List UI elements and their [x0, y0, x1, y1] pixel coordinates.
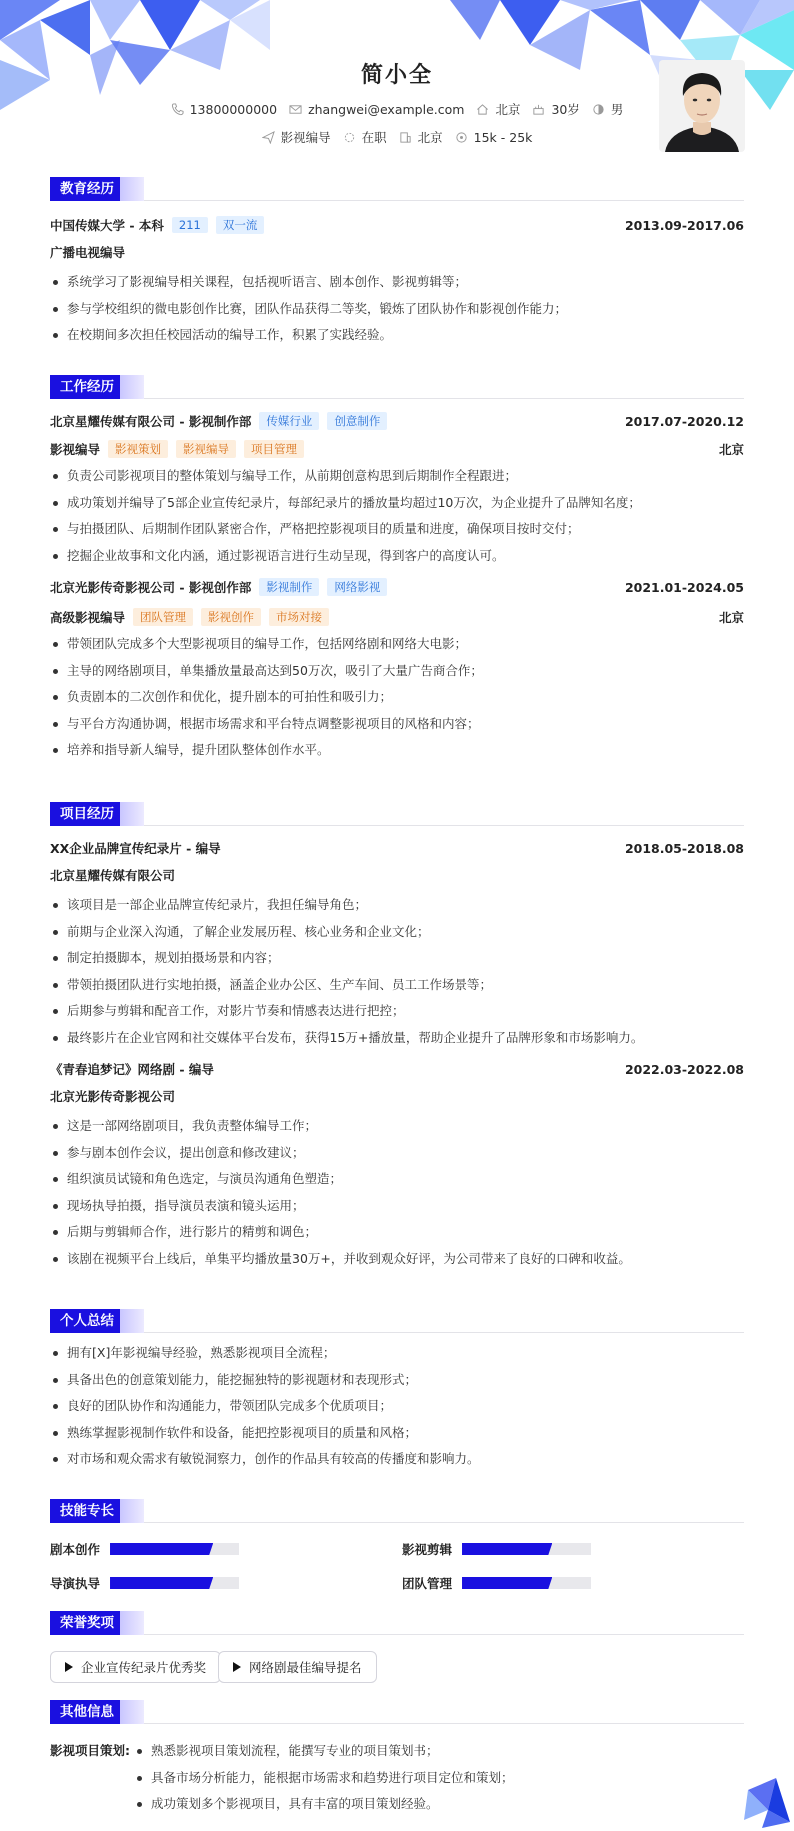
title-ghost-decoration: [120, 177, 144, 201]
status-icon: [343, 131, 356, 144]
other-title-bar: [50, 1700, 744, 1724]
work-title-bar: [50, 375, 744, 399]
work-location: 北京: [718, 610, 744, 625]
summary-bullets: [50, 1340, 744, 1473]
section-title: 工作经历: [50, 375, 124, 399]
skill-tag: 影视创作: [201, 608, 261, 626]
target-city-text: 北京: [417, 130, 443, 145]
awards-section: [50, 1611, 744, 1635]
industry-tag: 网络影视: [327, 578, 387, 596]
project-item: [50, 838, 744, 1051]
project-date: 2018.05-2018.08: [624, 840, 744, 856]
avatar-photo: [659, 60, 745, 152]
skill-item: [402, 1540, 591, 1558]
work-date: 2017.07-2020.12: [624, 413, 744, 429]
email-info: [289, 102, 464, 117]
skills-section: [50, 1499, 744, 1523]
skill-bar: [462, 1577, 591, 1589]
project-bullets: [50, 1113, 744, 1272]
work-section: [50, 375, 744, 764]
project-header: [50, 838, 744, 858]
project-header: [50, 1059, 744, 1079]
other-content: [50, 1738, 744, 1818]
skill-tag: 项目管理: [244, 440, 304, 458]
skill-name: 剧本创作: [50, 1542, 101, 1557]
award-item: [218, 1651, 377, 1683]
skill-tag: 影视策划: [108, 440, 168, 458]
project-bullets: [50, 892, 744, 1051]
major-name: 广播电视编导: [50, 245, 126, 260]
list-item: 后期与剪辑师合作，进行影片的精剪和调色；: [50, 1219, 744, 1246]
other-section: [50, 1700, 744, 1724]
title-ghost-decoration: [120, 802, 144, 826]
work-bullets: [50, 463, 744, 569]
salary-text: 15k - 25k: [473, 129, 533, 145]
skill-tag: 团队管理: [133, 608, 193, 626]
list-item: 现场执导拍摄，指导演员表演和镜头运用；: [50, 1193, 744, 1220]
job-target-info: [262, 128, 331, 146]
list-item: 熟练掌握影视制作软件和设备，能把控影视项目的质量和风格；: [50, 1420, 744, 1447]
list-item: 成功策划多个影视项目，具有丰富的项目策划经验。: [134, 1791, 514, 1818]
section-title: 项目经历: [50, 802, 124, 826]
other-bullets: [134, 1738, 514, 1818]
list-item: 带领拍摄团队进行实地拍摄，涵盖企业办公区、生产车间、员工工作场景等；: [50, 972, 744, 999]
title-ghost-decoration: [120, 1700, 144, 1724]
industry-tag: 影视制作: [259, 578, 319, 596]
gender-text: 男: [610, 102, 624, 117]
company-name: 北京光影传奇影视公司 - 影视创作部: [50, 580, 252, 595]
skill-bar: [110, 1577, 239, 1589]
project-item: [50, 1059, 744, 1272]
skill-name: 影视剪辑: [402, 1542, 453, 1557]
list-item: 负责公司影视项目的整体策划与编导工作，从前期创意构思到后期制作全程跟进；: [50, 463, 744, 490]
list-item: 良好的团队协作和沟通能力，带领团队完成多个优质项目；: [50, 1393, 744, 1420]
role-name: 高级影视编导: [50, 610, 126, 625]
projects-title-bar: [50, 802, 744, 826]
work-item: [50, 411, 744, 569]
list-item: 熟悉影视项目策划流程，能撰写专业的项目策划书；: [134, 1738, 514, 1765]
list-item: 拥有[X]年影视编导经验，熟悉影视项目全流程；: [50, 1340, 744, 1367]
list-item: 组织演员试镜和角色选定，与演员沟通角色塑造；: [50, 1166, 744, 1193]
salary-info: [455, 130, 533, 145]
education-date: 2013.09-2017.06: [624, 217, 744, 233]
send-icon: [262, 131, 275, 144]
summary-section: [50, 1309, 744, 1473]
skill-name: 团队管理: [402, 1576, 453, 1591]
phone-info: [171, 102, 277, 117]
project-date: 2022.03-2022.08: [624, 1061, 744, 1077]
skill-bar: [110, 1543, 239, 1555]
work-bullets: [50, 631, 744, 764]
awards-title-bar: [50, 1611, 744, 1635]
title-ghost-decoration: [120, 1611, 144, 1635]
skill-bar-fill: [462, 1543, 552, 1555]
title-ghost-decoration: [120, 1499, 144, 1523]
section-title: 教育经历: [50, 177, 124, 201]
candidate-name: 简小全: [360, 63, 433, 88]
list-item: 具备出色的创意策划能力，能挖掘独特的影视题材和表现形式；: [50, 1367, 744, 1394]
list-item: 制定拍摄脚本，规划拍摄场景和内容；: [50, 945, 744, 972]
role-name: 影视编导: [50, 442, 101, 457]
age-info: [532, 100, 579, 118]
target-city-info: [399, 128, 443, 146]
section-title: 荣誉奖项: [50, 1611, 124, 1635]
education-header: [50, 215, 744, 235]
list-item: 在校期间多次担任校园活动的编导工作，积累了实践经验。: [50, 322, 744, 349]
education-item: [50, 215, 744, 349]
school-tag: 211: [172, 217, 208, 233]
title-ghost-decoration: [120, 1309, 144, 1333]
industry-tag: 创意制作: [327, 412, 387, 430]
project-org: 北京光影传奇影视公司: [50, 1089, 176, 1104]
list-item: 主导的网络剧项目，单集播放量最高达到50万次，吸引了大量广告商合作；: [50, 658, 744, 685]
list-item: 系统学习了影视编导相关课程，包括视听语言、剧本创作、影视剪辑等；: [50, 269, 744, 296]
work-location: 北京: [718, 442, 744, 457]
home-icon: [476, 103, 489, 116]
title-ghost-decoration: [120, 375, 144, 399]
project-org: 北京星耀传媒有限公司: [50, 868, 176, 883]
list-item: 参与剧本创作会议，提出创意和修改建议；: [50, 1140, 744, 1167]
list-item: 后期参与剪辑和配音工作，对影片节奏和情感表达进行把控；: [50, 998, 744, 1025]
skills-grid: [50, 1540, 744, 1600]
project-name: 《青春追梦记》网络剧 - 编导: [50, 1062, 214, 1077]
email-text: zhangwei@example.com: [308, 101, 465, 117]
city-text: 北京: [495, 102, 521, 117]
mail-icon: [289, 103, 302, 116]
corner-decoration: [740, 1770, 794, 1831]
building-icon: [399, 131, 412, 144]
list-item: 培养和指导新人编导，提升团队整体创作水平。: [50, 737, 744, 764]
status-info: [343, 128, 387, 146]
play-icon: [65, 1662, 73, 1672]
education-section: [50, 177, 744, 349]
salary-icon: [455, 131, 468, 144]
work-date: 2021.01-2024.05: [624, 579, 744, 595]
list-item: 该项目是一部企业品牌宣传纪录片，我担任编导角色；: [50, 892, 744, 919]
skill-item: [50, 1574, 239, 1592]
list-item: 前期与企业深入沟通，了解企业发展历程、核心业务和企业文化；: [50, 919, 744, 946]
role-row: [50, 439, 744, 459]
age-icon: [532, 103, 545, 116]
skill-name: 导演执导: [50, 1576, 101, 1591]
list-item: 与平台方沟通协调，根据市场需求和平台特点调整影视项目的风格和内容；: [50, 711, 744, 738]
skill-bar-fill: [110, 1543, 213, 1555]
list-item: 对市场和观众需求有敏锐洞察力，创作的作品具有较高的传播度和影响力。: [50, 1446, 744, 1473]
list-item: 带领团队完成多个大型影视项目的编导工作，包括网络剧和网络大电影；: [50, 631, 744, 658]
award-item: [50, 1651, 221, 1683]
city-info: [476, 100, 520, 118]
role-row: [50, 607, 744, 627]
skill-bar-fill: [462, 1577, 552, 1589]
play-icon: [233, 1662, 241, 1672]
skill-item: [402, 1574, 591, 1592]
list-item: 该剧在视频平台上线后，单集平均播放量30万+，并收到观众好评，为公司带来了良好的口碑和收益。: [50, 1246, 744, 1273]
list-item: 负责剧本的二次创作和优化，提升剧本的可拍性和吸引力；: [50, 684, 744, 711]
school-name: 中国传媒大学 - 本科: [50, 218, 164, 233]
work-header: [50, 577, 744, 597]
gender-info: [592, 100, 624, 118]
phone-text: 13800000000: [189, 101, 278, 117]
skill-tag: 影视编导: [176, 440, 236, 458]
list-item: 具备市场分析能力，能根据市场需求和趋势进行项目定位和策划；: [134, 1765, 514, 1792]
other-label: 影视项目策划:: [50, 1743, 130, 1758]
list-item: 挖掘企业故事和文化内涵，通过影视语言进行生动呈现，得到客户的高度认可。: [50, 543, 744, 570]
section-title: 其他信息: [50, 1700, 124, 1724]
list-item: 与拍摄团队、后期制作团队紧密合作，严格把控影视项目的质量和进度，确保项目按时交付；: [50, 516, 744, 543]
list-item: 成功策划并编导了5部企业宣传纪录片，每部纪录片的播放量均超过10万次，为企业提升了品牌知名度；: [50, 490, 744, 517]
skill-item: [50, 1540, 239, 1558]
education-title-bar: [50, 177, 744, 201]
section-title: 个人总结: [50, 1309, 124, 1333]
work-item: [50, 577, 744, 764]
job-target-text: 影视编导: [280, 130, 331, 145]
skill-bar: [462, 1543, 591, 1555]
list-item: 参与学校组织的微电影创作比赛，团队作品获得二等奖，锻炼了团队协作和影视创作能力；: [50, 296, 744, 323]
education-bullets: [50, 269, 744, 349]
status-text: 在职: [361, 130, 387, 145]
school-tag: 双一流: [216, 216, 265, 234]
summary-title-bar: [50, 1309, 744, 1333]
work-header: [50, 411, 744, 431]
list-item: 最终影片在企业官网和社交媒体平台发布，获得15万+播放量，帮助企业提升了品牌形象和市场影响力。: [50, 1025, 744, 1052]
award-name: 企业宣传纪录片优秀奖: [81, 1660, 207, 1675]
list-item: 这是一部网络剧项目，我负责整体编导工作；: [50, 1113, 744, 1140]
skills-title-bar: [50, 1499, 744, 1523]
projects-section: [50, 802, 744, 1272]
project-name: XX企业品牌宣传纪录片 - 编导: [50, 841, 221, 856]
avatar: [659, 60, 745, 152]
award-name: 网络剧最佳编导提名: [249, 1660, 362, 1675]
age-text: 30岁: [551, 102, 580, 117]
phone-icon: [171, 103, 184, 116]
industry-tag: 传媒行业: [259, 412, 319, 430]
gender-icon: [592, 103, 605, 116]
profile-header: [0, 0, 794, 170]
section-title: 技能专长: [50, 1499, 124, 1523]
skill-bar-fill: [110, 1577, 213, 1589]
skill-tag: 市场对接: [269, 608, 329, 626]
company-name: 北京星耀传媒有限公司 - 影视制作部: [50, 414, 252, 429]
